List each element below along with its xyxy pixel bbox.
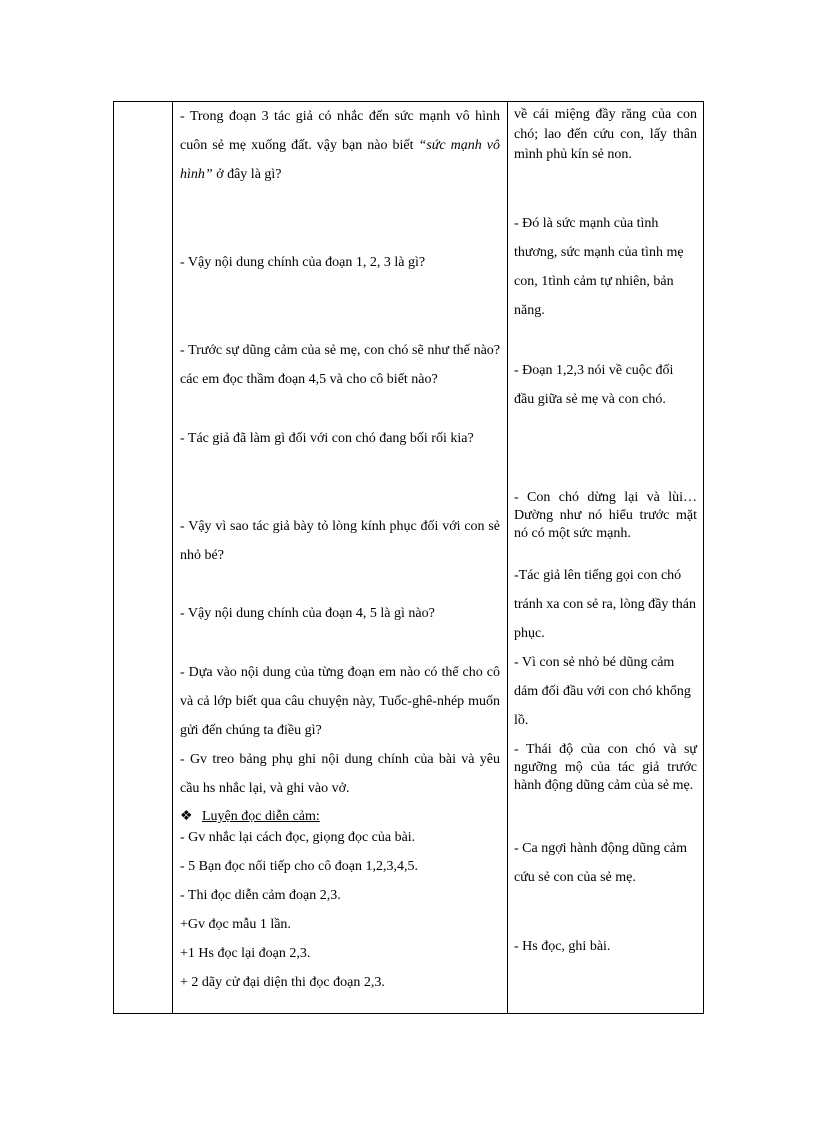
answer-take-notes — [514, 932, 697, 961]
answer-praise — [514, 834, 697, 892]
answer-text: - Đó là sức mạnh của tình thương, sức mạnh của tình mẹ con, 1tình cảm tự nhiên, bản năng. — [514, 216, 684, 318]
answer-invisible-strength — [514, 209, 697, 325]
question-italic: “sức mạnh vô hình” — [180, 138, 501, 182]
instruction-text: - Gv treo bảng phụ ghi nội dung chính của bài và yêu cầu hs nhắc lại, và ghi vào vở. — [180, 752, 500, 796]
step-item: + 2 dãy cử đại diện thi đọc đoạn 2,3. — [180, 975, 385, 990]
question-admiration — [180, 512, 500, 570]
step-item: +1 Hs đọc lại đoạn 2,3. — [180, 946, 311, 961]
answer-text: - Vì con sẻ nhỏ bé dũng cảm dám đối đầu với con chó khổng lồ. — [514, 655, 691, 728]
question-text: - Vậy nội dung chính của đoạn 4, 5 là gì nào? — [180, 606, 435, 621]
lesson-table — [113, 101, 704, 1014]
answer-main-idea-2 — [514, 741, 697, 795]
answer-text: - Con chó dừng lại và lùi…Dường như nó hiểu trước mặt nó có một sức mạnh. — [514, 490, 697, 541]
reading-steps — [180, 823, 500, 997]
question-text: - Trong đoạn 3 tác giả có nhắc đến sức mạnh vô hình cuôn sẻ mẹ xuống đất. vậy bạn nào biết — [180, 109, 500, 153]
question-text-end: ở đây là gì? — [216, 167, 282, 182]
answer-rescue — [514, 105, 697, 165]
question-message — [180, 658, 500, 745]
question-dog-reaction — [180, 336, 500, 394]
question-text: - Tác giả đã làm gì đối với con chó đang bối rối kia? — [180, 431, 474, 446]
question-main-idea-2 — [180, 599, 500, 628]
step-item: +Gv đọc mẫu 1 lần. — [180, 917, 291, 932]
question-text: - Vậy nội dung chính của đoạn 1, 2, 3 là gì? — [180, 255, 426, 270]
diamond-bullet-icon: ❖ — [180, 809, 193, 824]
answer-main-idea-1 — [514, 356, 697, 414]
step-item: - Gv nhắc lại cách đọc, giọng đọc của bài. — [180, 830, 416, 845]
question-text: - Vậy vì sao tác giả bày tỏ lòng kính phục đối với con sẻ nhỏ bé? — [180, 519, 500, 563]
question-text: - Dựa vào nội dung của từng đoạn em nào có thể cho cô và cả lớp biết qua câu chuyện này, Tuốc-ghê-nhép muốn gửi đến chúng ta điều gì? — [180, 665, 500, 738]
step-item: - Thi đọc diễn cảm đoạn 2,3. — [180, 888, 341, 903]
step-item: - 5 Bạn đọc nối tiếp cho cô đoạn 1,2,3,4,5. — [180, 859, 418, 874]
question-text: - Trước sự dũng cảm của sẻ mẹ, con chó sẽ như thế nào? các em đọc thầm đoạn 4,5 và cho cô biết nào? — [180, 343, 500, 387]
question-author-action — [180, 424, 500, 453]
answer-text: - Hs đọc, ghi bài. — [514, 939, 611, 954]
answer-brave-sparrow — [514, 648, 697, 735]
heading-text: Luyện đọc diễn cảm: — [202, 809, 320, 824]
question-main-idea-1 — [180, 248, 500, 277]
answer-text: - Thái độ của con chó và sự ngưỡng mộ của tác giả trước hành động dũng cảm của sẻ mẹ. — [514, 742, 697, 793]
question-strength — [180, 102, 500, 189]
answer-text: về cái miệng đầy răng của con chó; lao đến cứu con, lấy thân mình phủ kín sẻ non. — [514, 107, 697, 162]
column-divider-right — [507, 102, 508, 1013]
answer-text: -Tác giả lên tiếng gọi con chó tránh xa con sẻ ra, lòng đầy thán phục. — [514, 568, 696, 641]
answer-dog-stops — [514, 489, 697, 543]
answer-author-calls — [514, 561, 697, 648]
answer-text: - Đoạn 1,2,3 nói về cuộc đối đầu giữa sẻ mẹ và con chó. — [514, 363, 674, 407]
instruction-board — [180, 745, 500, 803]
answer-text: - Ca ngợi hành động dũng cảm cứu sẻ con của sẻ mẹ. — [514, 841, 688, 885]
column-divider-left — [172, 102, 173, 1013]
